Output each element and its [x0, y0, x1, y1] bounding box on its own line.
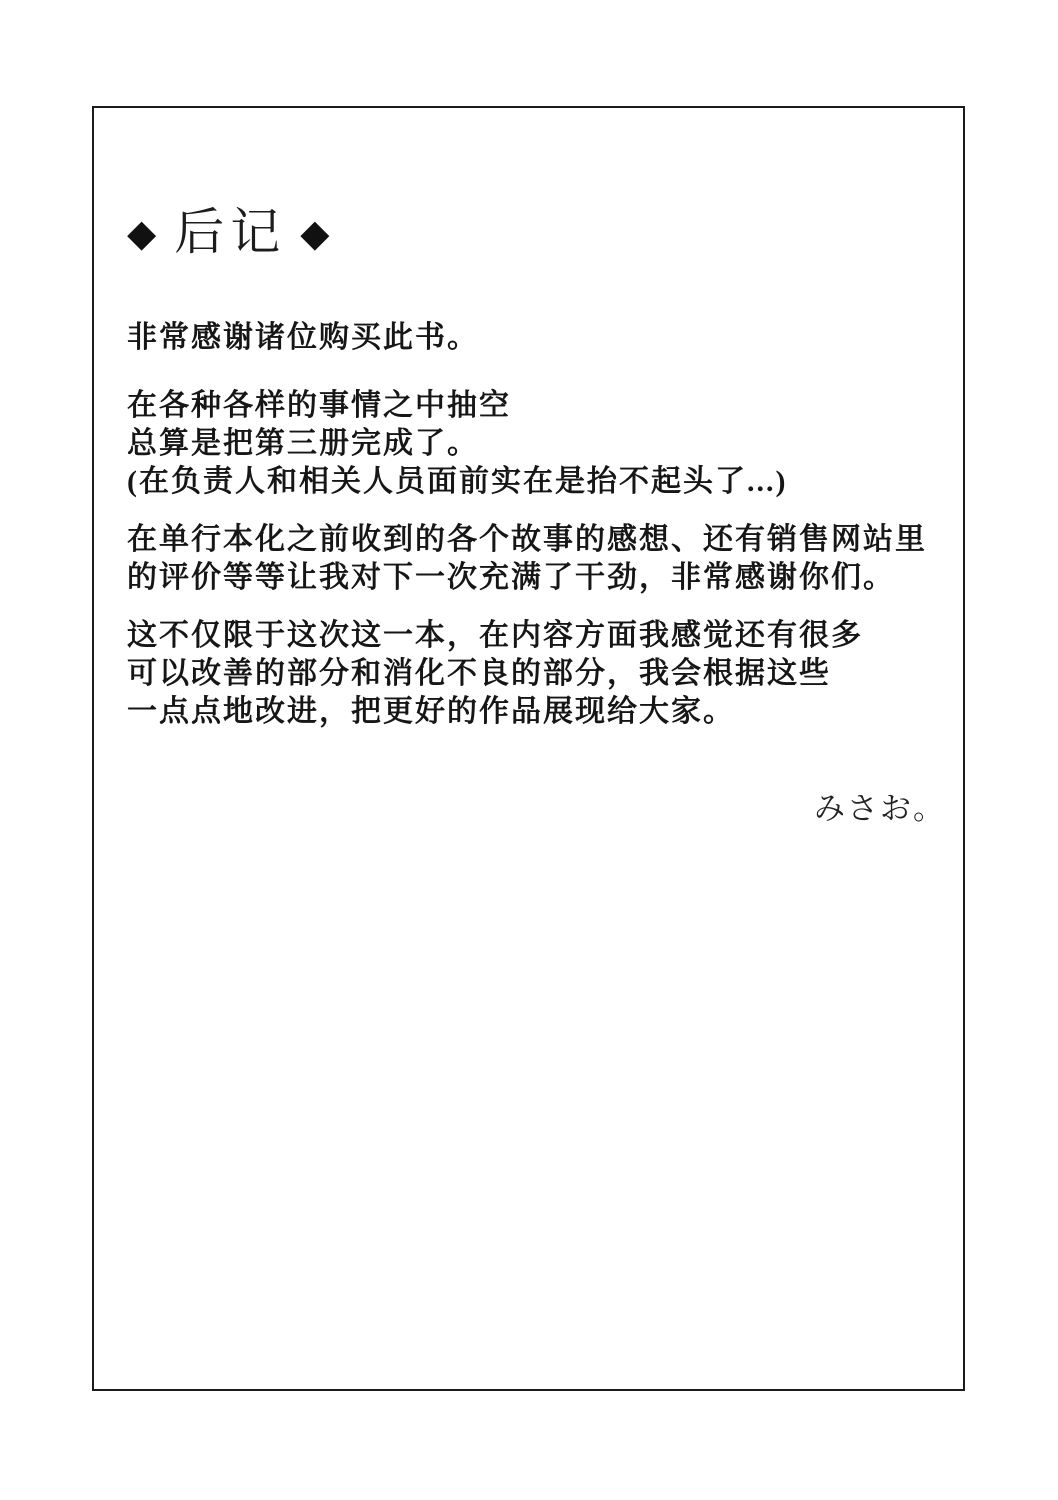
text-line: 可以改善的部分和消化不良的部分，我会根据这些 [127, 657, 831, 690]
text-line: (在负责人和相关人员面前实在是抬不起头了...) [127, 465, 788, 498]
paragraph-completion [127, 387, 787, 501]
page-title [127, 204, 329, 262]
paragraph-improvement [127, 617, 863, 731]
text-line: 一点点地改进，把更好的作品展现给大家。 [127, 695, 735, 728]
author-signature: みさお。 [814, 791, 946, 826]
text-line: 总算是把第三册完成了。 [127, 427, 479, 460]
text-line: 的评价等等让我对下一次充满了干劲，非常感谢你们。 [127, 561, 895, 594]
text-line: 这不仅限于这次这一本，在内容方面我感觉还有很多 [127, 619, 863, 652]
text-line: 非常感谢诸位购买此书。 [127, 321, 479, 354]
diamond-icon: ◆ [127, 210, 157, 255]
text-line: 在各种各样的事情之中抽空 [127, 389, 511, 422]
page-title-label: 后记 [174, 204, 287, 260]
text-line: 在单行本化之前收到的各个故事的感想、还有销售网站里 [127, 523, 927, 556]
diamond-icon: ◆ [300, 210, 330, 255]
paragraph-feedback [127, 521, 927, 597]
page-border-frame [92, 106, 965, 1391]
paragraph-thanks [127, 319, 479, 357]
